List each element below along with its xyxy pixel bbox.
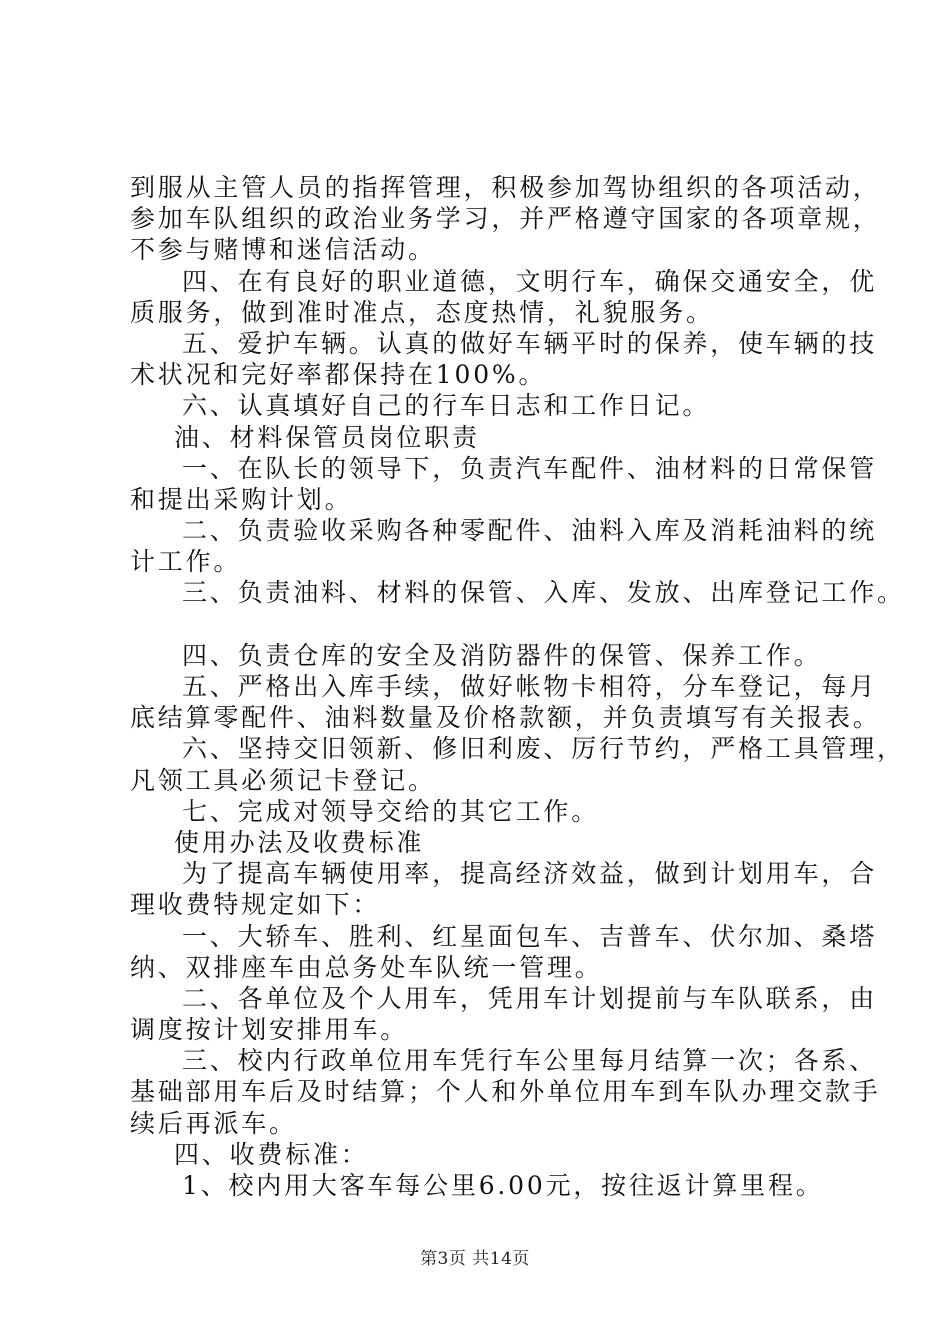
text-line: 和提出采购计划。 [130, 484, 353, 514]
text-line: 二、负责验收采购各种零配件、油料入库及消耗油料的统 [182, 516, 878, 546]
text-line: 为了提高车辆使用率，提高经济效益，做到计划用车，合 [182, 859, 878, 889]
text-line: 四、负责仓库的安全及消防器件的保管、保养工作。 [182, 640, 822, 670]
text-line: 一、在队长的领导下，负责汽车配件、油材料的日常保管 [182, 453, 878, 483]
section-heading: 使用办法及收费标准 [174, 827, 425, 857]
text-line: 凡领工具必须记卡登记。 [130, 765, 436, 795]
text-line: 术状况和完好率都保持在100%。 [130, 360, 547, 390]
text-line: 纳、双排座车由总务处车队统一管理。 [130, 952, 603, 982]
text-line: 四、收费标准： [174, 1139, 369, 1169]
text-line: 二、各单位及个人用车，凭用车计划提前与车队联系，由 [182, 983, 878, 1013]
text-line: 七、完成对领导交给的其它工作。 [182, 796, 600, 826]
text-line: 四、在有良好的职业道德，文明行车，确保交通安全，优 [182, 266, 878, 296]
text-line: 理收费特规定如下： [130, 890, 381, 920]
text-line: 五、爱护车辆。认真的做好车辆平时的保养，使车辆的技 [182, 328, 878, 358]
text-line: 1、校内用大客车每公里6.00元，按往返计算里程。 [182, 1171, 824, 1200]
page-footer: 第3页 共14页 [420, 1249, 530, 1269]
text-line: 续后再派车。 [130, 1108, 297, 1138]
section-heading: 油、材料保管员岗位职责 [174, 422, 480, 452]
document-body [130, 172, 905, 1201]
text-line: 计工作。 [130, 547, 242, 577]
text-line: 底结算零配件、油料数量及价格款额，并负责填写有关报表。 [130, 703, 881, 733]
text-line: 参加车队组织的政治业务学习，并严格遵守国家的各项章规， [130, 204, 881, 234]
text-line: 三、校内行政单位用车凭行车公里每月结算一次；各系、 [182, 1046, 878, 1076]
text-line: 六、认真填好自己的行车日志和工作日记。 [182, 391, 711, 421]
text-line: 调度按计划安排用车。 [130, 1015, 409, 1045]
text-line: 三、负责油料、材料的保管、入库、发放、出库登记工作。 [182, 578, 905, 608]
text-line: 质服务，做到准时准点，态度热情，礼貌服务。 [130, 297, 714, 327]
text-line: 五、严格出入库手续，做好帐物卡相符，分车登记，每月 [182, 672, 878, 701]
text-line: 六、坚持交旧领新、修旧利废、厉行节约，严格工具管理， [182, 734, 905, 764]
text-line: 一、大轿车、胜利、红星面包车、吉普车、伏尔加、桑塔 [182, 921, 878, 951]
text-line: 到服从主管人员的指挥管理，积极参加驾协组织的各项活动， [130, 173, 881, 202]
text-line: 不参与赌博和迷信活动。 [130, 235, 436, 265]
blank-line [130, 609, 850, 640]
text-line: 基础部用车后及时结算；个人和外单位用车到车队办理交款手 [130, 1077, 881, 1107]
